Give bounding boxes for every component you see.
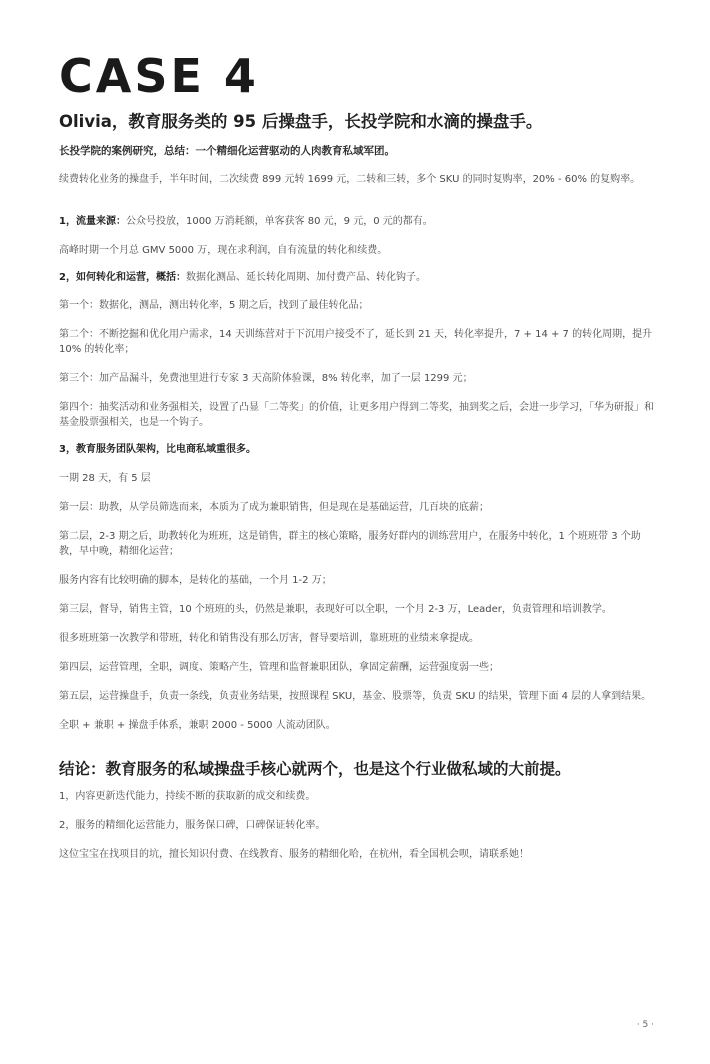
document-page: [59, 46, 657, 862]
paragraph-conversion-heading: 2，如何转化和运营，概括：数据化测品、延长转化周期、加付费产品、转化钩子。: [59, 272, 426, 283]
paragraph-service-script: 服务内容有比较明确的脚本，是转化的基础，一个月 1-2 万；: [59, 575, 332, 586]
paragraph-renewal: 续费转化业务的操盘手，半年时间，二次续费 899 元转 1699 元，二转和三转，多个 SKU 的同时复购率，20% - 60% 的复购率。: [59, 174, 641, 185]
paragraph-first: 第一个：数据化，测品，测出转化率，5 期之后，找到了最佳转化品；: [59, 300, 369, 311]
conclusion-heading: 结论：教育服务的私域操盘手核心就两个，也是这个行业做私域的大前提。: [59, 760, 571, 778]
paragraph-period: 一期 28 天，有 5 层: [59, 473, 151, 484]
paragraph-layer-4: 第四层，运营管理，全职，调度、策略产生，管理和监督兼职团队，拿固定薪酬，运营强度弱一些；: [59, 662, 499, 673]
paragraph-layer-2: 第二层，2-3 期之后，助教转化为班班，这是销售，群主的核心策略，服务好群内的训练营用户，在服务中转化，1 个班班带 3 个助教，早中晚，精细化运营；: [59, 531, 641, 557]
case-subtitle: Olivia，教育服务类的 95 后操盘手，长投学院和水滴的操盘手。: [59, 112, 543, 131]
paragraph-team-system: 全职 + 兼职 + 操盘手体系，兼职 2000 - 5000 人流动团队。: [59, 720, 336, 731]
paragraph-team-heading: 3，教育服务团队架构，比电商私域重很多。: [59, 444, 256, 455]
paragraph-layer-3: 第三层，督导，销售主管，10 个班班的头，仍然是兼职，表现好可以全职，一个月 2-3 万，Leader，负责管理和培训教学。: [59, 604, 612, 615]
paragraph-layer-1: 第一层：助教，从学员筛选而来，本质为了成为兼职销售，但是现在是基础运营，几百块的底薪；: [59, 502, 489, 513]
conclusion-point-1: 1，内容更新迭代能力，持续不断的获取新的成交和续费。: [59, 791, 316, 802]
case-heading: CASE 4: [59, 49, 259, 103]
paragraph-second: 第二个：不断挖掘和优化用户需求，14 天训练营对于下沉用户接受不了，延长到 21 天，转化率提升，7 + 14 + 7 的转化周期，提升 10% 的转化率；: [59, 329, 653, 355]
case-summary: 长投学院的案例研究，总结：一个精细化运营驱动的人肉教育私域军团。: [59, 145, 395, 157]
paragraph-training: 很多班班第一次教学和带班，转化和销售没有那么厉害，督导要培训，靠班班的业绩来拿提成。: [59, 633, 479, 644]
paragraph-fourth: 第四个：抽奖活动和业务强相关，设置了凸显「二等奖」的价值，让更多用户得到二等奖，抽到奖之后，会进一步学习，「华为研报」和基金股票强相关，也是一个钩子。: [59, 402, 654, 428]
paragraph-traffic-source: 1，流量来源：公众号投放，1000 万消耗额，单客获客 80 元，9 元，0 元的都有。: [59, 216, 433, 227]
conclusion-point-2: 2，服务的精细化运营能力，服务保口碑，口碑保证转化率。: [59, 820, 326, 831]
paragraph-layer-5: 第五层，运营操盘手，负责一条线，负责业务结果，按照课程 SKU，基金、股票等，负责 SKU 的结果，管理下面 4 层的人拿到结果。: [59, 691, 652, 702]
paragraph-third: 第三个：加产品漏斗，免费池里进行专家 3 天高阶体验课，8% 转化率，加了一层 1299 元；: [59, 373, 473, 384]
paragraph-gmv: 高峰时期一个月总 GMV 5000 万，现在求利润，自有流量的转化和续费。: [59, 245, 388, 256]
closing-note: 这位宝宝在找项目的坑，擅长知识付费、在线教育、服务的精细化哈，在杭州，看全国机会呗，请联系她！: [59, 849, 529, 860]
page-number: · 5 ·: [636, 1020, 654, 1030]
